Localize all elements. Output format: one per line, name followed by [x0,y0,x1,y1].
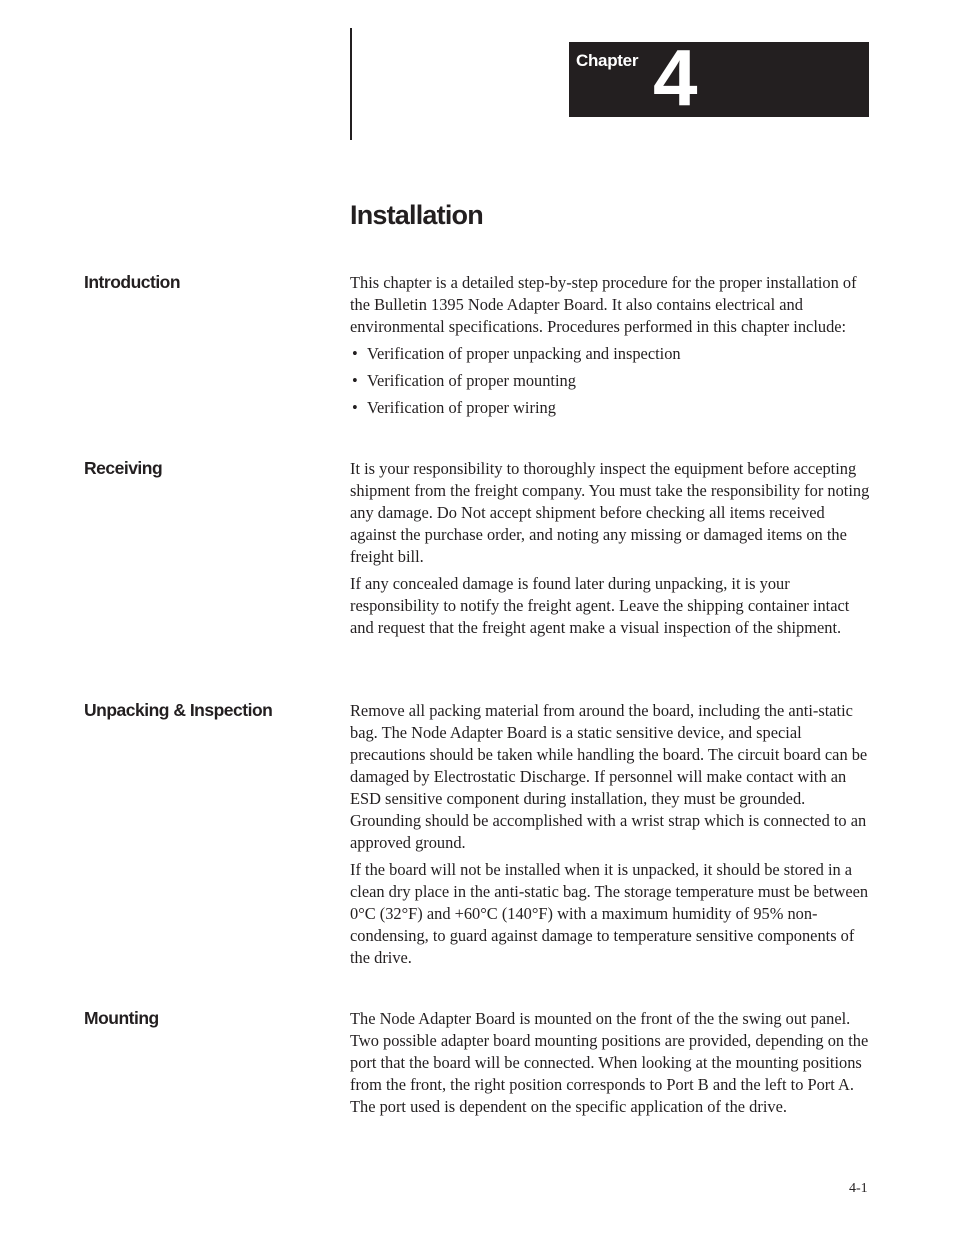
list-item-text: Verification of proper wiring [367,398,556,417]
section-body-unpacking-inspection [350,700,872,974]
list-item-text: Verification of proper unpacking and inspection [367,344,681,363]
paragraph: The Node Adapter Board is mounted on the front of the the swing out panel. Two possible adapter board mounting positions are provided, depending on the port that the board will be connected. When looking at the mounting positions from the front, the right position corresponds to Port B and the left to Port A. The port used is dependent on the specific application of the drive. [350,1009,869,1116]
bullet-glyph: • [352,398,358,417]
section-heading-mounting: Mounting [84,1008,159,1028]
paragraph: Remove all packing material from around the board, including the anti-static bag. The Node Adapter Board is a static sensitive device, and special precautions should be taken while handling the board. The circuit board can be damaged by Electrostatic Discharge. If personnel will make contact with an ESD sensitive component during installation, they must be grounded. Grounding should be accomplished with a wrist strap which is connected to an approved ground. [350,701,868,852]
list-item [350,343,872,365]
section-heading-unpacking-inspection: Unpacking & Inspection [84,700,273,720]
section-heading-introduction: Introduction [84,272,181,292]
chapter-tab [569,33,869,122]
chapter-label: Chapter [576,51,639,70]
paragraph: If the board will not be installed when it is unpacked, it should be stored in a clean dry place in the anti-static bag. The storage temperature must be between 0°C (32°F) and +60°C (140°F) with a maximum humidity of 95% non-condensing, to guard against damage to temperature sensitive components of the drive. [350,860,869,967]
bullet-glyph: • [352,344,358,363]
section-body-receiving [350,458,872,644]
paragraph: This chapter is a detailed step-by-step procedure for the proper installation of the Bulletin 1395 Node Adapter Board. It also contains electrical and environmental specifications. Procedures performed in this chapter include: [350,273,857,336]
section-heading-receiving: Receiving [84,458,163,478]
page-title: Installation [350,200,483,230]
list-item [350,397,872,419]
chapter-number: 4 [653,33,698,122]
list-item [350,370,872,392]
page-number: 4-1 [849,1181,868,1196]
paragraph: If any concealed damage is found later during unpacking, it is your responsibility to notify the freight agent. Leave the shipping container intact and request that the freight agent make a visual inspection of the shipment. [350,574,850,637]
bullet-list [350,343,872,419]
bullet-glyph: • [352,371,358,390]
section-body-mounting [350,1008,872,1123]
list-item-text: Verification of proper mounting [367,371,576,390]
paragraph: It is your responsibility to thoroughly inspect the equipment before accepting shipment from the freight company. You must take the responsibility for noting any damage. Do Not accept shipment before checking all items received against the purchase order, and noting any missing or damaged items on the freight bill. [350,459,870,566]
header-vertical-rule [350,28,352,140]
section-body-introduction [350,272,872,424]
